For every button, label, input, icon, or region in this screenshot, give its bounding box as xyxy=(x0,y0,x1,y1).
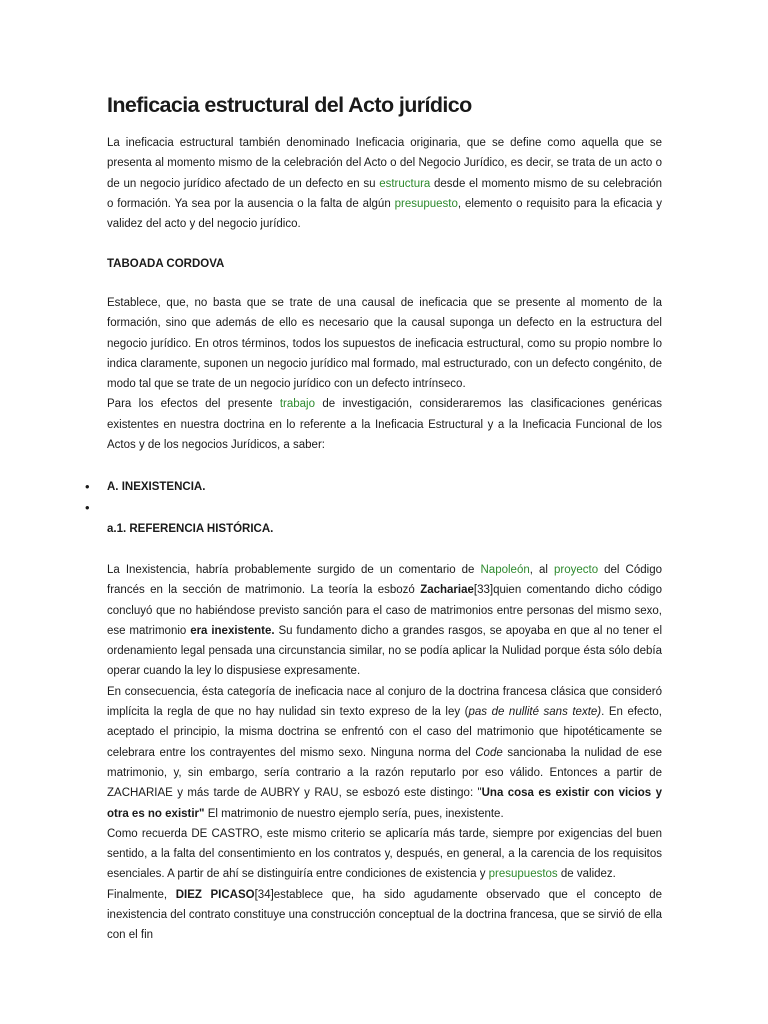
section-heading: A. INEXISTENCIA. xyxy=(107,481,206,493)
link-estructura[interactable]: estructura xyxy=(379,177,431,190)
establece-paragraph xyxy=(107,293,662,455)
document-title: Ineficacia estructural del Acto jurídico xyxy=(107,93,472,117)
link-proyecto[interactable]: proyecto xyxy=(553,564,599,576)
link-napoleon[interactable]: Napoleón xyxy=(480,564,530,576)
historia-text-b3: sancionaba la nulidad de ese matrimonio, y, sin embargo, sería contrario a la razón reputarlo por eso válido. Entonces a partir de ZACHARIAE y más tarde de AUBRY y RAU, se esbozó este distingo: " xyxy=(107,746,662,800)
intro-text-3: , elemento o requisito para la eficacia y validez del acto y del negocio jurídico. xyxy=(107,197,662,231)
historia-text-a1: La Inexistencia, habría probablemente surgido de un comentario de xyxy=(107,564,481,576)
historia-text-a4: [33]quien comentando dicho código concluyó que no habiéndose previsto sanción para el caso de matrimonios entre personas del mismo sexo, ese matrimonio xyxy=(107,584,662,637)
historia-text-a5: Su fundamento dicho a grandes rasgos, se apoyaba en que al no tener el ordenamiento legal pensada una circunstancia similar, no se podía aplicar la Nulidad porque ésta sólo debía operar cuando la ley lo dispusiese expresamente. xyxy=(107,624,663,678)
establece-text-1: Establece, que, no basta que se trate de una causal de ineficacia que se presente al momento de la formación, sino que además de ello es necesario que la causal suponga un defecto en la estructura del negocio jurídico. En otros términos, todos los supuestos de ineficacia estructural, como su propio nombre lo indica claramente, suponen un negocio jurídico mal formado, mal estructurado, con un defecto congénito, de modo tal que se trate de un negocio jurídico con un defecto intrínseco. xyxy=(107,297,662,391)
author-heading: TABOADA CORDOVA xyxy=(107,258,225,270)
link-presupuestos[interactable]: presupuestos xyxy=(488,868,558,881)
historia-text-a2: , al xyxy=(529,564,554,576)
era-inexistente-text: era inexistente. xyxy=(190,624,275,637)
historia-text-b2: . En efecto, aceptado el principio, la misma doctrina se enfrentó con el caso del matrimonio que hipotéticamente se celebrara entre los contrayentes del mismo sexo. Ninguna norma del xyxy=(107,706,662,759)
quote-text: Una cosa es existir con vicios y otra es no existir" xyxy=(107,787,662,820)
sub-heading: a.1. REFERENCIA HISTÓRICA. xyxy=(107,523,274,535)
code-text: Code xyxy=(475,746,503,759)
zachariae-name: Zachariae xyxy=(420,584,474,597)
intro-text-2: desde el momento mismo de su celebración o formación. Ya sea por la ausencia o la falta de algún xyxy=(107,177,662,210)
link-trabajo[interactable]: trabajo xyxy=(279,398,315,411)
historia-text-d1: Finalmente, xyxy=(107,888,176,901)
intro-text-1: La ineficacia estructural también denominado Ineficacia originaria, que se define como aquella que se presenta al momento mismo de la celebración del Acto o del Negocio Jurídico, es decir, se trata de un acto o de un negocio jurídico afectado de un defecto en su xyxy=(107,137,662,190)
intro-paragraph xyxy=(107,133,662,234)
historia-text-b1: En consecuencia, ésta categoría de ineficacia nace al conjuro de la doctrina francesa clásica que consideró implícita la regla de que no hay nulidad sin texto expreso de la ley ( xyxy=(107,685,662,719)
historia-text-a3: del Código francés en la sección de matrimonio. La teoría la esbozó xyxy=(107,564,662,597)
historia-text-b4: El matrimonio de nuestro ejemplo sería, pues, inexistente. xyxy=(204,807,504,820)
pas-de-nullite-text: pas de nullité sans texte) xyxy=(468,706,602,719)
historia-text-c1: Como recuerda DE CASTRO, este mismo criterio se aplicaría más tarde, siempre por exigencias del buen sentido, a la falta del consentimiento en los contratos y, después, en general, a la carencia de los requisitos esenciales. A partir de ahí se distinguiría entre condiciones de existencia y xyxy=(107,827,662,881)
link-presupuesto[interactable]: presupuesto xyxy=(394,197,458,210)
historia-text-d2: [34]establece que, ha sido agudamente observado que el concepto de inexistencia del contrato constituye una construcción conceptual de la doctrina francesa, que se sirvió de ella con el fin xyxy=(107,888,663,942)
establece-text-3: de investigación, consideraremos las clasificaciones genéricas existentes en nuestra doctrina en lo referente a la Ineficacia Estructural y a la Ineficacia Funcional de los Actos y de los negocios Jurídicos, a saber: xyxy=(107,398,662,452)
bullet-marker-2: • xyxy=(85,500,90,515)
diez-picaso-name: DIEZ PICASO xyxy=(175,888,255,901)
bullet-marker-1: • xyxy=(85,479,90,494)
historia-text-c2: de validez. xyxy=(557,868,616,881)
historia-paragraph xyxy=(107,560,662,946)
establece-text-2: Para los efectos del presente xyxy=(107,398,280,411)
